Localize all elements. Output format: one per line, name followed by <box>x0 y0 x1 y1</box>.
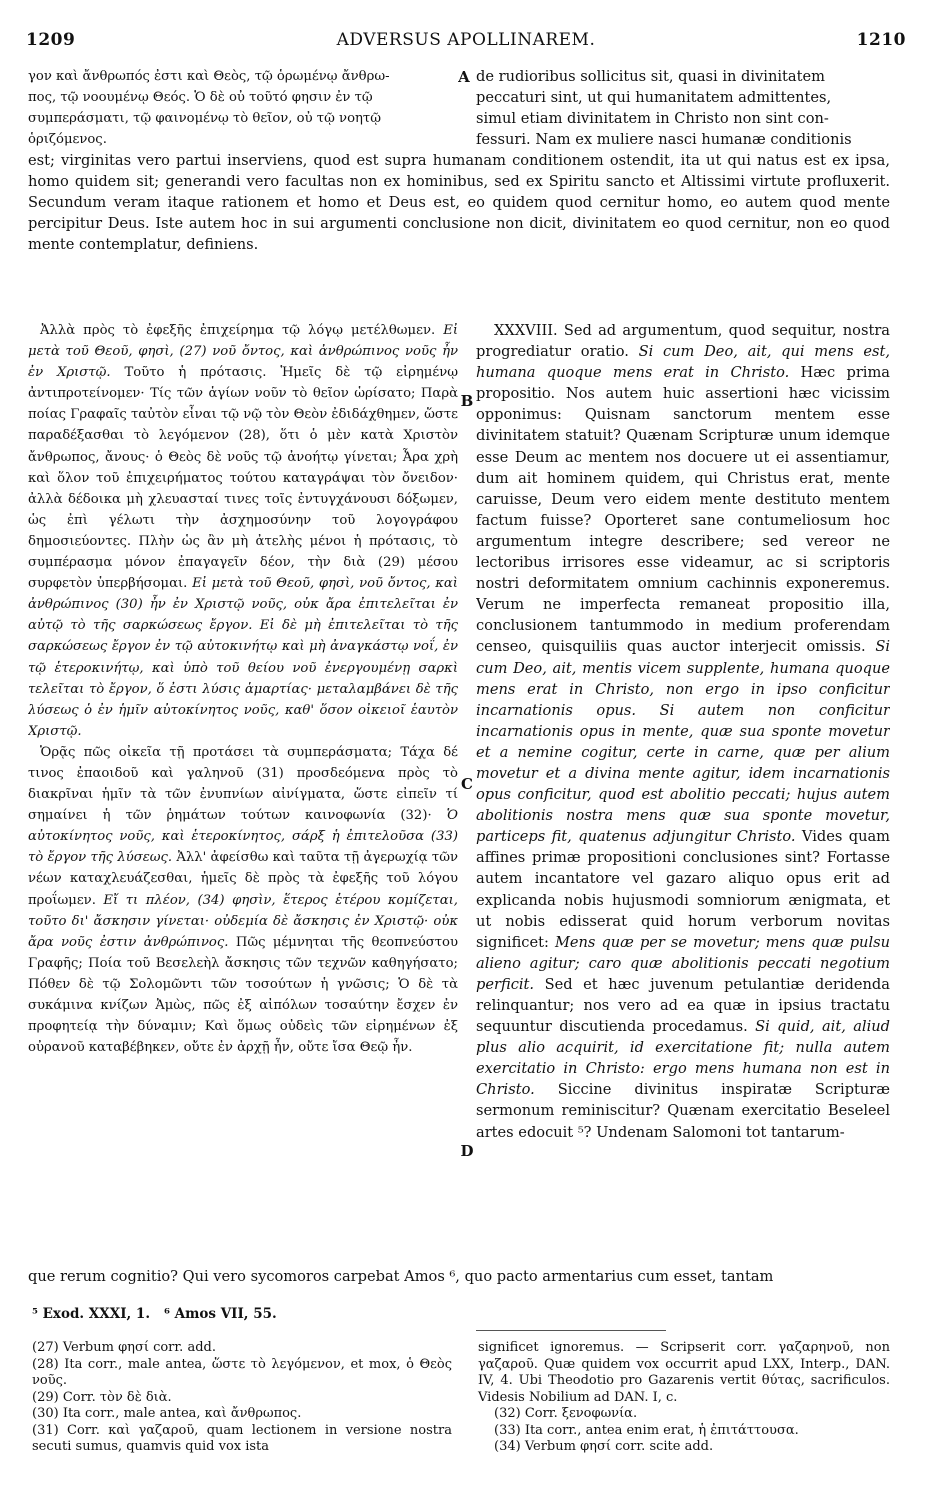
footnote: (30) Ita corr., male antea, καὶ ἄνθρωπος. <box>32 1406 302 1421</box>
greek-sentence: Ὁρᾷς πῶς οἰκεῖα τῇ προτάσει τὰ συμπεράσματα; Τάχα δέ τινος ἐπαοιδοῦ καὶ γαληνοῦ (31) προσδεόμενα πρὸς τὸ διακρῖναι ἡμῖν τὰ τῶν ἐνυπνίων αἰνίγματα, ὥστε εἰπεῖν τί σημαίνει ἡ τῶν ῥημάτων τούτων καινοφωνία (32)· <box>28 744 458 824</box>
latin-top-line: peccaturi sint, ut qui humanitatem admittentes, <box>476 89 832 107</box>
latin-sentence: Vides quam affines primæ propositioni conclusiones sint? Fortasse autem incantatore vel gazaro aliquo opus erit ad explicanda nobis hujusmodi somniorum ænigmata, et ut nobis edisserat quid horum verborum novitas significet: <box>476 828 890 951</box>
footnotes-left <box>32 1340 452 1456</box>
greek-top-line: πος, τῷ νοουμένῳ Θεός. Ὁ δὲ οὐ τοῦτό φησιν ἐν τῷ <box>28 90 373 106</box>
scripture-references <box>32 1306 277 1322</box>
greek-sentence: Ἀλλὰ πρὸς τὸ ἐφεξῆς ἐπιχείρημα τῷ λόγῳ μετέλθωμεν. <box>40 323 444 338</box>
footnotes-right <box>478 1340 890 1456</box>
margin-marker-c: C <box>461 775 473 793</box>
greek-sentence: Τοῦτο ἡ πρότασις. Ἡμεῖς δὲ τῷ εἰρημένῳ ἀντιπροτείνομεν· Τίς τῶν ἁγίων νοῦν τὸ θεῖον ὡρίσατο; Παρὰ ποίας Γραφαῖς ταὐτὸν εἶναι τῷ νῷ τὸν Θεὸν ἐδιδάχθημεν, ὥστε παραδέξασθαι τὸ λεγόμενον (28), ὅτι ὁ μὲν κατὰ Χριστὸν ἄνθρωπος, ἄνους· ὁ Θεὸς δὲ νοῦς τῷ ἀνοήτῳ γίνεται; Ἆρα χρὴ καὶ ὅλον τοῦ ἐπιχειρήματος τούτου καταγράψαι τὸν ὄνειδον· ἀλλὰ δέδοικα μὴ χλευασταί τινες τοῖς ἐντυγχάνουσι δόξωμεν, ὡς ἐπὶ γέλωτι τὴν ἀσχημοσύνην τοῦ λογογράφου δημοσιεύοντες. Πλὴν ὡς ἂν μὴ ἀτελὴς μένοι ἡ πρότασις, τὸ συμπέρασμα μόνον ἐπαγαγεῖν δέον, τὴν διὰ (29) μέσου συρφετὸν ὑπερβήσομαι. <box>28 365 458 592</box>
greek-top-line: γον καὶ ἄνθρωπός ἐστι καὶ Θεὸς, τῷ ὁρωμένῳ ἄνθρω- <box>28 69 390 84</box>
footnote: (32) Corr. ξενοφωνία. <box>494 1406 638 1421</box>
greek-quote: Εἰ μετὰ τοῦ Θεοῦ, φησὶ, νοῦ ὄντος, καὶ ἀνθρώπινος (30) ἦν ἐν Χριστῷ νοῦς, οὐκ ἄρα ἐπιτελεῖται ἐν αὐτῷ τὸ τῆς σαρκώσεως ἔργον. Εἰ δὲ μὴ ἐπιτελεῖται τὸ τῆς σαρκώσεως ἔργον ἐν τῷ αὐτοκινήτῳ καὶ μὴ ἀναγκάστῳ νοΐ, ἐν τῷ ἑτεροκινήτῳ, καὶ ὑπὸ τοῦ θείου νοῦ ἐνεργουμένῃ σαρκὶ τελεῖται τὸ ἔργον, ὅ ἐστι λύσις ἁμαρτίας· μεταλαμβάνει δὲ τῆς λύσεως ὁ ἐν ἡμῖν αὐτοκίνητος νοῦς, καθ' ὅσον οἰκειοῖ ἑαυτὸν Χριστῷ. <box>28 576 458 739</box>
footnote: (34) Verbum φησί corr. scite add. <box>494 1439 714 1454</box>
greek-quote: Εἰ μετὰ τοῦ Θεοῦ, φησὶ, (27) νοῦ ὄντος, καὶ ἀνθρώπινος νοῦς ἦν ἐν Χριστῷ. <box>28 323 458 381</box>
latin-sentence: Sed et hæc juvenum petulantiæ deridenda relinquantur; nos vero ad ea quæ in ipsius tractatu sequuntur discutienda procedamus. <box>476 975 890 1036</box>
latin-top-line: fessuri. Nam ex muliere nasci humanæ conditionis <box>476 131 852 149</box>
latin-sentence: XXXVIII. Sed ad argumentum, quod sequitur, nostra progrediatur oratio. <box>476 322 890 361</box>
latin-paragraph <box>476 320 890 1143</box>
scripture-ref: ⁶ Amos VII, 55. <box>164 1306 277 1322</box>
footnote: significet ignoremus. — Scripserit corr. γαζαρηνοῦ, non γαζαροῦ. Quæ quidem vox occurrit apud LXX, Interp., DAN. IV, 4. Ubi Theodotio pro Gazarenis vertit θύτας, sacrificulos. Videsis Nobilium ad DAN. I, c. <box>478 1340 890 1405</box>
greek-paragraph <box>28 320 458 742</box>
footnote: (31) Corr. καὶ γαζαροῦ, quam lectionem in versione nostra secuti sumus, quamvis quid vox ista <box>32 1422 452 1454</box>
latin-bottom-line: que rerum cognitio? Qui vero sycomoros carpebat Amos ⁶, quo pacto armentarius cum esset, tantam <box>28 1268 774 1285</box>
page-number-right: 1210 <box>856 30 906 50</box>
latin-full-width-paragraph: est; virginitas vero partui inserviens, quod est supra humanam conditionem ostendit, ita ut qui natus est ex ipsa, homo quidem sit; generandi vero facultas non ex hominibus, sed ex Spiritu sancto et Altissimi virtute profluxerit. Secundum veram itaque rationem et homo et Deus est, eo quidem quod cernitur homo, eo autem quod mente percipitur Deus. Iste autem hoc in sui argumenti conclusione non dicit, divinitatem eo quod cernitur, non eo quod mente contemplatur, definiens. <box>28 152 890 254</box>
footnote: (33) Ita corr., antea enim erat, ἡ ἐπιτάττουσα. <box>494 1422 799 1438</box>
greek-top-block <box>28 66 452 150</box>
footnote: (28) Ita corr., male antea, ὥστε τὸ λεγόμενον, et mox, ὁ Θεὸς νοῦς. <box>32 1356 452 1388</box>
latin-top-line: de rudioribus sollicitus sit, quasi in divinitatem <box>476 68 825 85</box>
scripture-ref: ⁵ Exod. XXXI, 1. <box>32 1306 151 1322</box>
margin-marker-a: A <box>458 68 470 86</box>
footnote: (29) Corr. τὸν δὲ διὰ. <box>32 1389 172 1405</box>
greek-quote: Εἴ τι πλέον, (34) φησὶν, ἕτερος ἑτέρου κομίζεται, τοῦτο δι' ἄσκησιν γίνεται· οὐδεμία δὲ ἄσκησις ἐν Χριστῷ· οὐκ ἄρα νοῦς ἐστιν ἀνθρώπινος. <box>28 892 458 950</box>
running-header <box>26 30 906 60</box>
latin-sentence: Siccine divinitus inspiratæ Scripturæ sermonum reminiscitur? Quænam exercitatio Beseleel artes edocuit ⁵? Undenam Salomoni tot tantarum- <box>476 1081 890 1141</box>
greek-sentence: Πῶς μέμνηται τῆς θεοπνεύστου Γραφῆς; Ποία τοῦ Βεσελεὴλ ἄσκησις τῶν τεχνῶν καθηγήσατο; Πόθεν δὲ τῷ Σολομῶντι τῶν τοσούτων ἡ γνῶσις; Ὁ δὲ τὰ συκάμινα κνίζων Ἀμὼς, πῶς ἐξ αἰπόλων τοσαύτην ἔσχεν ἐν προφητείᾳ τὴν δύναμιν; Καὶ ὅμως οὐδεὶς τῶν εἰρημένων ἐξ οὐρανοῦ καταβέβηκεν, οὔτε ἐν ἀρχῇ ἦν, οὔτε ἴσα Θεῷ ἦν. <box>28 934 458 1056</box>
latin-column <box>476 320 890 1260</box>
margin-marker-d: D <box>460 1142 474 1160</box>
latin-sentence: Hæc prima propositio. Nos autem huic assertioni hæc vicissim opponimus: Quisnam sanctorum mentem esse divinitatem statuit? Quænam Scripturæ unum idemque esse Deum ac mentem nos docuere ut ei assentiamur, dum ait hominem quidem, qui Christus erat, mente caruisse, Deum vero eidem mente destituto mentem factum fuisse? Oporteret sane contumeliosum hoc argumentum integre describere; sed vereor ne lectoribus irrisores esse videamur, ac si scriptoris nostri deformitatem omnium cachinnis exponeremus. Verum ne imperfecta remaneat propositio illa, conclusionem tantummodo in medium proferendam censeo, quisquiliis quas auctor interjecit omissis. <box>476 364 890 656</box>
greek-sentence: Ἀλλ' ἀφείσθω καὶ ταῦτα τῇ ἀγερωχίᾳ τῶν νέων καταχλευάζεσθαι, ἡμεῖς δὲ πρὸς τὰ ἐφεξῆς τοῦ λόγου προΐωμεν. <box>28 850 458 908</box>
latin-quote: Mens quæ per se movetur; mens quæ pulsu alieno agitur; caro quæ abolitionis peccati negotium perficit. <box>476 933 890 993</box>
margin-marker-b: B <box>460 392 474 410</box>
footnote-rule <box>476 1330 666 1331</box>
latin-top-block <box>476 66 890 150</box>
page-number-left: 1209 <box>26 30 76 50</box>
running-title: ADVERSUS APOLLINAREM. <box>336 30 596 50</box>
latin-top-line: simul etiam divinitatem in Christo non sint con- <box>476 110 829 128</box>
greek-column <box>28 320 458 1260</box>
greek-quote: Ὁ αὐτοκίνητος νοῦς, καὶ ἑτεροκίνητος, σάρξ ἡ ἐπιτελοῦσα (33) τὸ ἔργον τῆς λύσεως. <box>28 808 458 866</box>
greek-top-line: συμπεράσματι, τῷ φαινομένῳ τὸ θεῖον, οὐ τῷ νοητῷ <box>28 111 381 127</box>
latin-quote: Si cum Deo, ait, mentis vicem supplente, humana quoque mens erat in Christo, non ergo in ipso conficitur incarnationis opus. Si autem non conficitur incarnationis opus in mente, quæ sua sponte movetur et a nemine cogitur, certe in carne, quæ per alium movetur et a divina mente agitur, idem incarnationis opus conficitur, quod est abolitio peccati; hujus autem abolitionis nostra mens quæ sua sponte movetur, particeps fit, quatenus adjungitur Christo. <box>476 638 890 846</box>
greek-paragraph <box>28 742 458 1058</box>
greek-top-line: ὁριζόμενος. <box>28 132 107 148</box>
latin-quote: Si cum Deo, ait, qui mens est, humana quoque mens erat in Christo. <box>476 343 890 382</box>
footnote: (27) Verbum φησί corr. add. <box>32 1340 216 1355</box>
latin-quote: Si quid, ait, aliud plus alio acquirit, id exercitatione fit; nulla autem exercitatio in Christo: ergo mens humana non est in Christo. <box>476 1018 890 1099</box>
